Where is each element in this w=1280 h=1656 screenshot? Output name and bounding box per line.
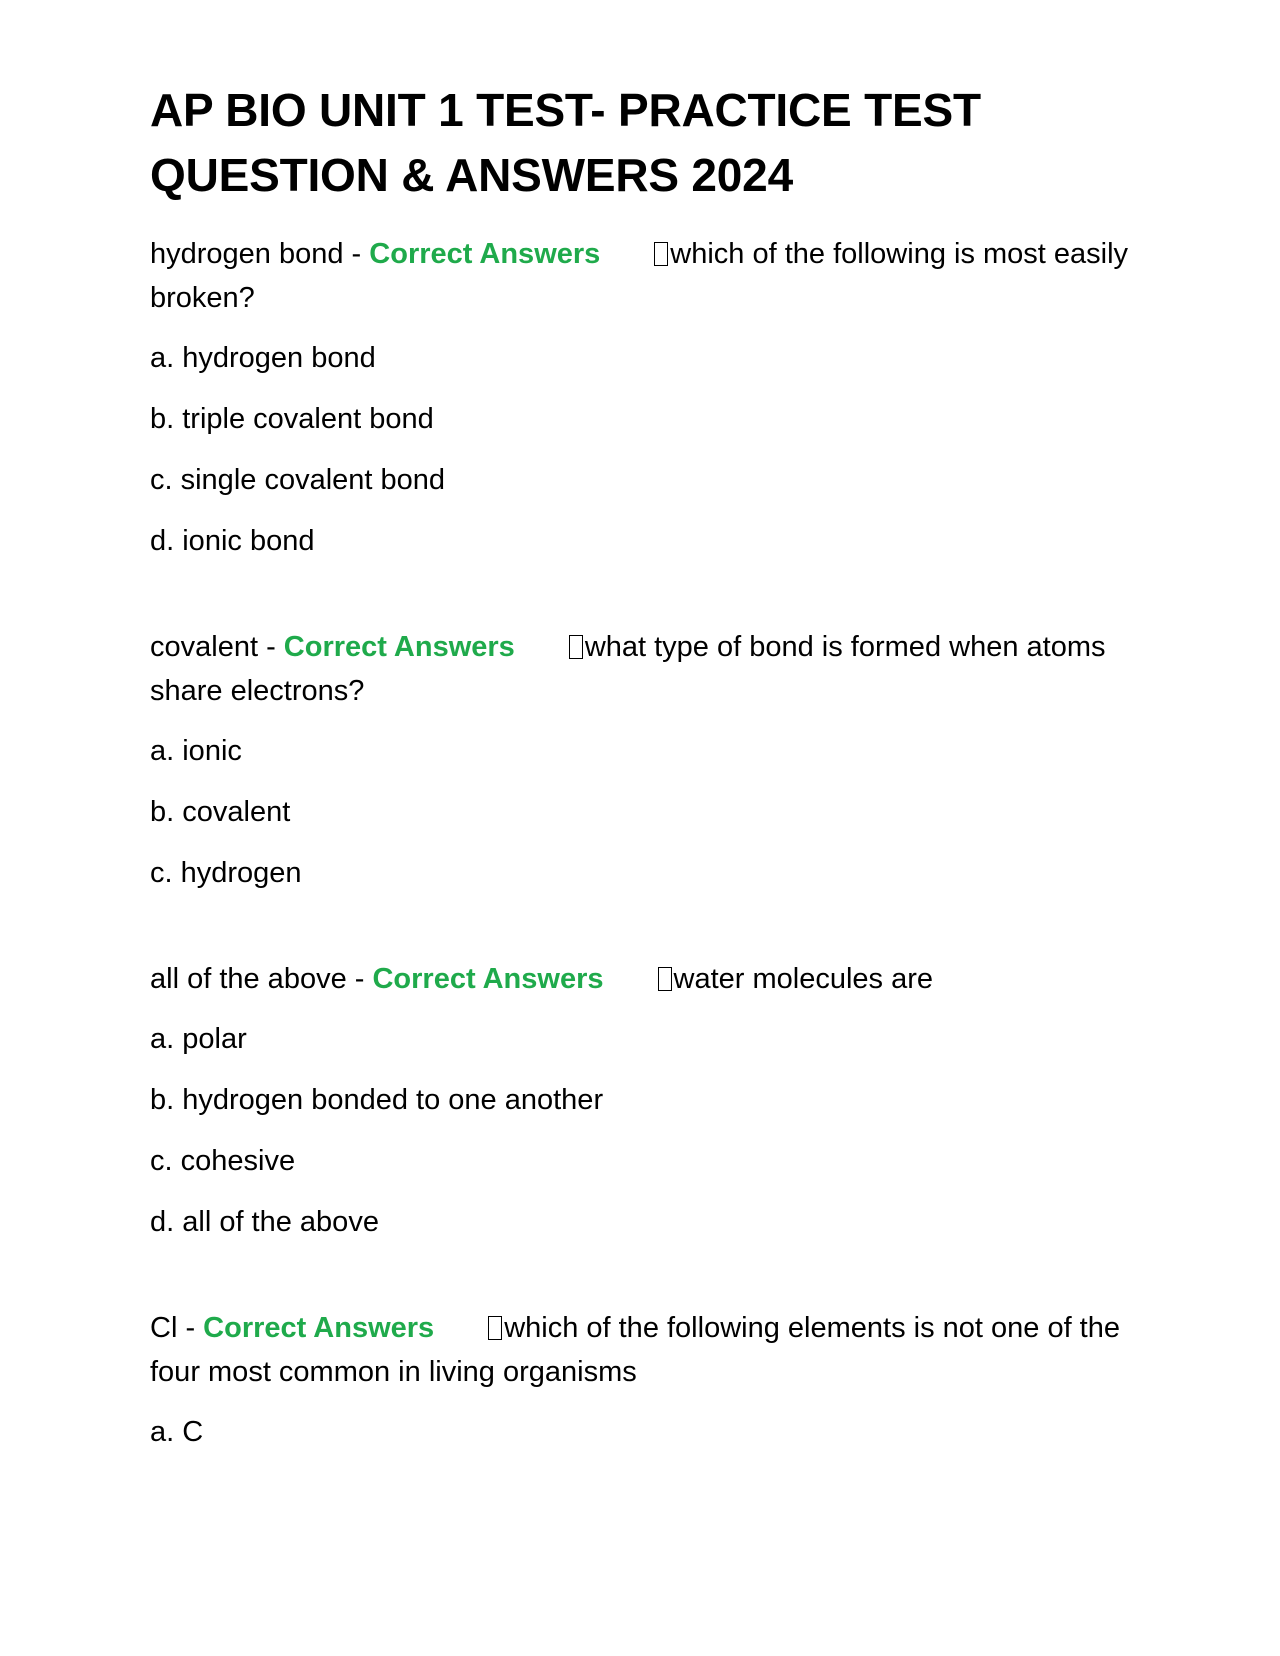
question-text: which of the following is most easily broken? [150, 238, 1129, 314]
checkbox-glyph-icon [654, 242, 668, 266]
question-text: what type of bond is formed when atoms share electrons? [150, 631, 1106, 707]
question-block-3 [150, 957, 1140, 1244]
correct-answers-label: Correct Answers [372, 963, 604, 995]
option-c: c. hydrogen [150, 857, 302, 889]
question-text: water molecules are [673, 963, 933, 995]
question-line [150, 232, 1140, 320]
option-a: a. polar [150, 1023, 247, 1055]
question-line [150, 625, 1140, 713]
option-a: a. hydrogen bond [150, 342, 376, 374]
question-block-1 [150, 232, 1140, 563]
question-line [150, 1306, 1140, 1394]
option-b: b. triple covalent bond [150, 403, 434, 435]
option-d: d. all of the above [150, 1206, 379, 1238]
answer-text: covalent - [150, 631, 284, 663]
option-d: d. ionic bond [150, 525, 315, 557]
question-text: which of the following elements is not one of the four most common in living organisms [150, 1312, 1120, 1388]
document-page [150, 78, 1140, 1516]
checkbox-glyph-icon [569, 635, 583, 659]
option-c: c. cohesive [150, 1145, 296, 1177]
option-a: a. C [150, 1416, 204, 1448]
option-b: b. hydrogen bonded to one another [150, 1084, 604, 1116]
checkbox-glyph-icon [488, 1316, 502, 1340]
option-b: b. covalent [150, 796, 291, 828]
answer-text: Cl - [150, 1312, 204, 1344]
correct-answers-label: Correct Answers [203, 1312, 435, 1344]
question-block-2 [150, 625, 1140, 895]
document-title: AP BIO UNIT 1 TEST- PRACTICE TEST QUESTION & ANSWERS 2024 [150, 84, 981, 201]
correct-answers-label: Correct Answers [369, 238, 601, 270]
checkbox-glyph-icon [658, 967, 672, 991]
answer-text: all of the above - [150, 963, 373, 995]
option-c: c. single covalent bond [150, 464, 446, 496]
answer-text: hydrogen bond - [150, 238, 370, 270]
correct-answers-label: Correct Answers [283, 631, 515, 663]
question-block-4 [150, 1306, 1140, 1454]
question-line [150, 957, 1140, 1001]
option-a: a. ionic [150, 735, 242, 767]
